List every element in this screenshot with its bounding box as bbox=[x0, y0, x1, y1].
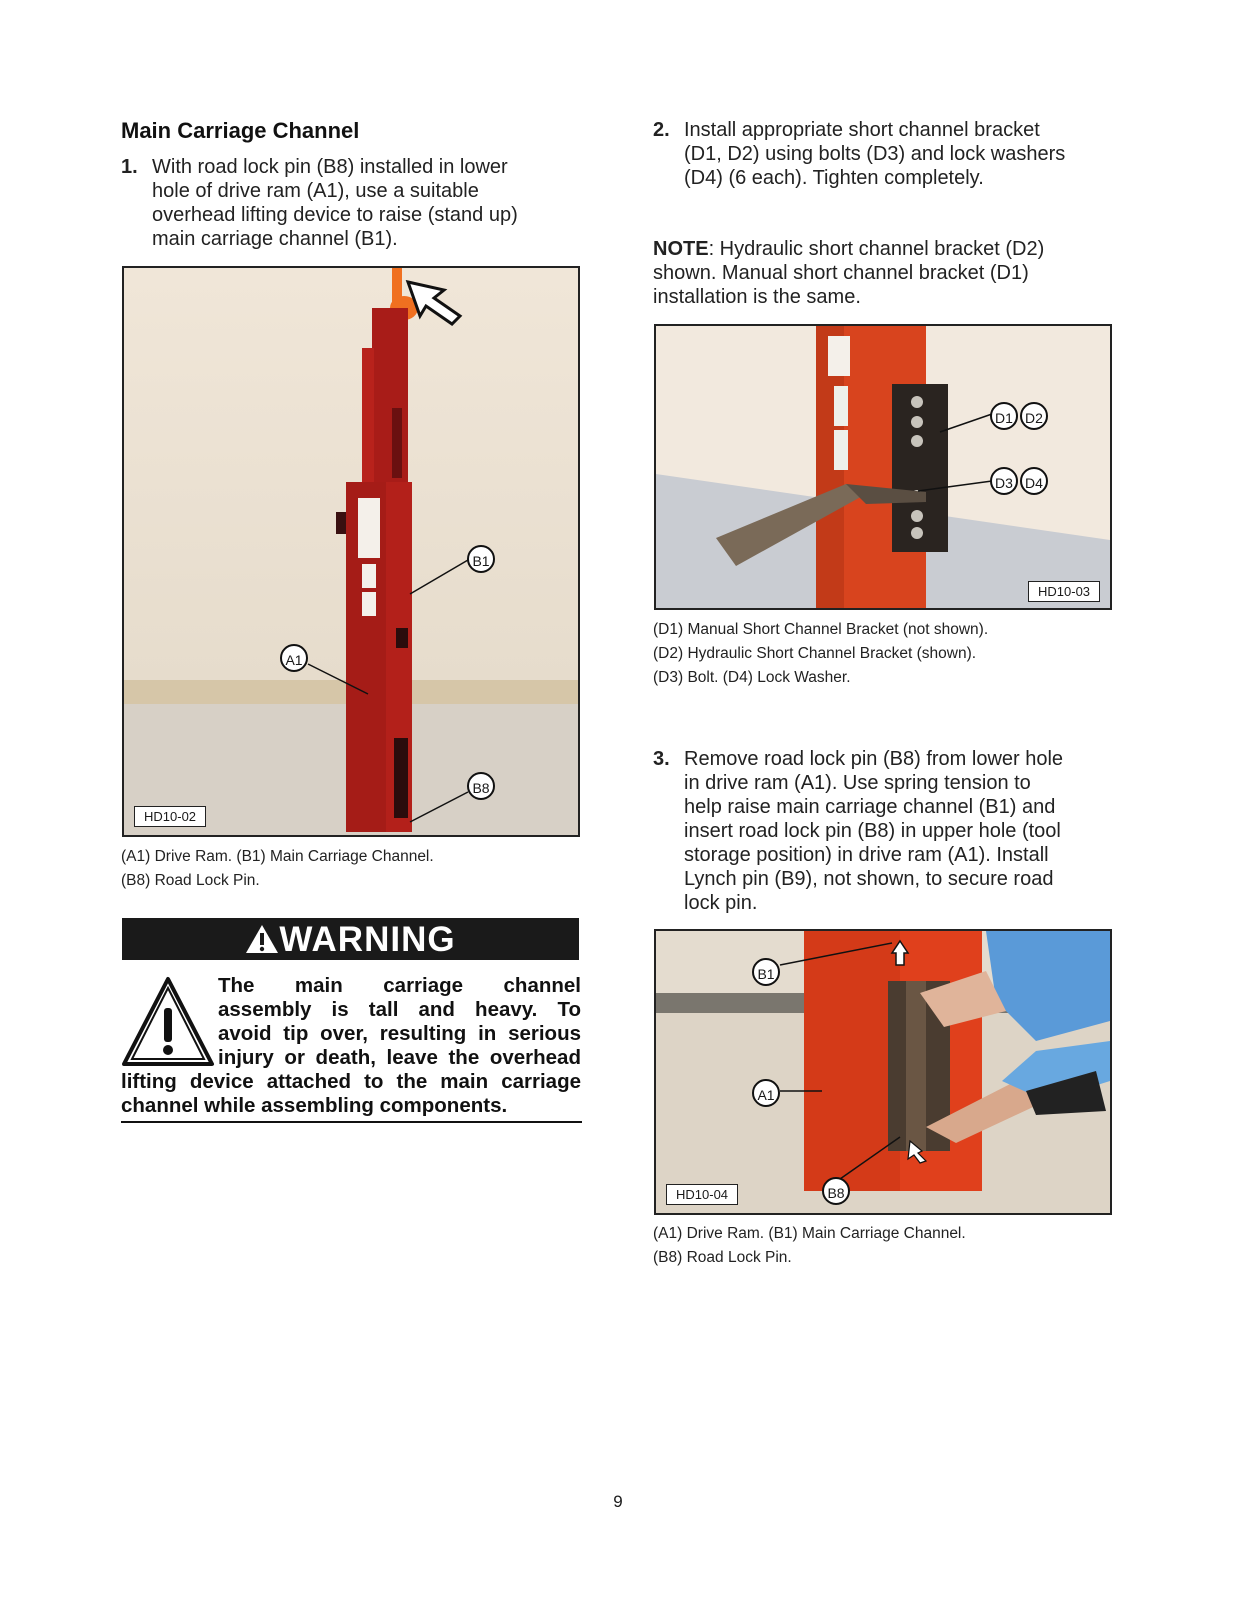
figure-id-label: HD10-02 bbox=[134, 806, 206, 827]
callout-a1: A1 bbox=[752, 1079, 780, 1107]
callout-b1: B1 bbox=[467, 545, 495, 573]
callout-b1: B1 bbox=[752, 958, 780, 986]
step-number: 3. bbox=[653, 748, 670, 770]
warning-header: WARNING bbox=[122, 918, 579, 960]
figure-hd10-03 bbox=[654, 324, 1112, 610]
note: NOTE: Hydraulic short channel bracket (D2) shown. Manual short channel bracket (D1) installation is the same. bbox=[653, 238, 1045, 308]
figure-caption: (A1) Drive Ram. (B1) Main Carriage Channel. (B8) Road Lock Pin. bbox=[121, 848, 434, 889]
photo-drive-ram-standing bbox=[124, 268, 578, 835]
figure-id-label: HD10-03 bbox=[1028, 581, 1100, 602]
callout-a1: A1 bbox=[280, 644, 308, 672]
section-heading: Main Carriage Channel bbox=[121, 118, 360, 143]
figure-hd10-04 bbox=[654, 929, 1112, 1215]
figure-caption: (D1) Manual Short Channel Bracket (not shown). (D2) Hydraulic Short Channel Bracket (shown). (D3) Bolt. (D4) Lock Washer. bbox=[653, 621, 989, 686]
warning-triangle-icon bbox=[121, 976, 215, 1068]
callout-b8: B8 bbox=[822, 1177, 850, 1205]
note-label: NOTE bbox=[653, 238, 709, 260]
callout-d3: D3 bbox=[990, 467, 1018, 495]
callout-d2: D2 bbox=[1020, 402, 1048, 430]
warning-text-upper: The main carriage channel assembly is tall and heavy. To avoid tip over, resulting in serious injury or death, leave the overhead bbox=[218, 974, 581, 1069]
warning-box bbox=[122, 918, 579, 960]
figure-caption: (A1) Drive Ram. (B1) Main Carriage Channel. (B8) Road Lock Pin. bbox=[653, 1225, 966, 1266]
callout-d1: D1 bbox=[990, 402, 1018, 430]
warning-bottom-rule bbox=[121, 1121, 582, 1123]
figure-hd10-02 bbox=[122, 266, 580, 837]
step-2: 2. Install appropriate short channel bracket (D1, D2) using bolts (D3) and lock washers (D4) (6 each). Tighten completely. bbox=[653, 119, 1066, 189]
step-3: 3. Remove road lock pin (B8) from lower hole in drive ram (A1). Use spring tension to help raise main carriage channel (B1) and insert road lock pin (B8) in upper hole (tool storage position) in drive ram (A1). Install Lynch pin (B9), not shown, to secure road lock pin. bbox=[653, 748, 1064, 914]
callout-d4: D4 bbox=[1020, 467, 1048, 495]
photo-short-channel-bracket bbox=[656, 326, 1110, 608]
photo-raise-carriage-channel bbox=[656, 931, 1110, 1213]
page-number: 9 bbox=[613, 1492, 623, 1511]
step-number: 2. bbox=[653, 119, 670, 141]
step-number: 1. bbox=[121, 156, 138, 178]
callout-b8: B8 bbox=[467, 772, 495, 800]
warning-small-triangle-icon bbox=[245, 924, 279, 954]
warning-text-lower: lifting device attached to the main carriage channel while assembling components. bbox=[121, 1070, 581, 1117]
figure-id-label: HD10-04 bbox=[666, 1184, 738, 1205]
step-1: 1. With road lock pin (B8) installed in lower hole of drive ram (A1), use a suitable overhead lifting device to raise (stand up) main carriage channel (B1). bbox=[121, 156, 518, 250]
